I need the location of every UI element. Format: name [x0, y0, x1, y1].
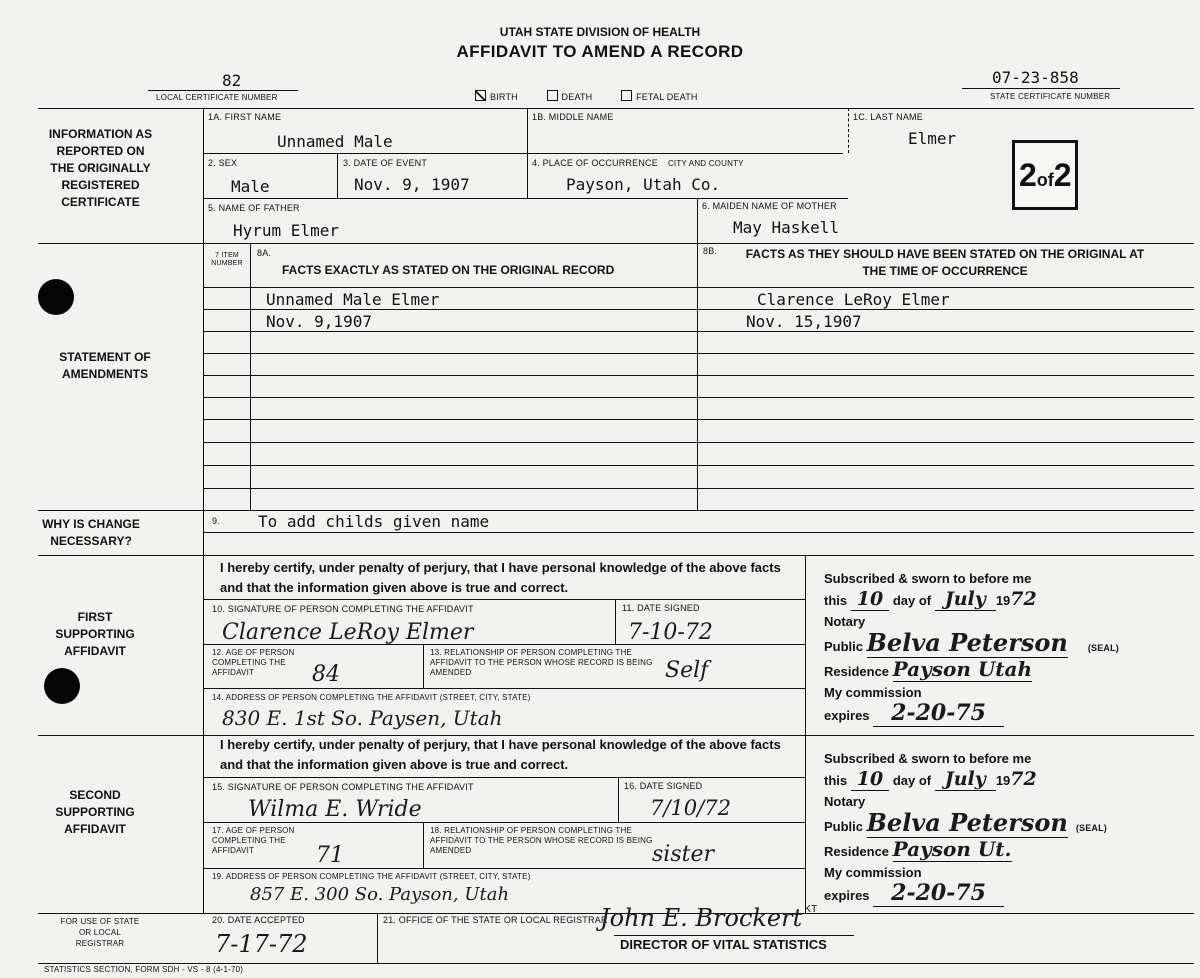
empty-checkbox-icon [621, 90, 632, 101]
amendment-rule-line [203, 397, 1194, 398]
registrar-office-label: 21. OFFICE OF THE STATE OR LOCAL REGISTRAR [383, 915, 608, 925]
page-badge-total: 2 [1053, 157, 1072, 193]
second-notary-subscribed: Subscribed & sworn to before me [824, 751, 1032, 766]
first-signature: Clarence LeRoy Elmer [222, 620, 474, 645]
first-name-value: Unnamed Male [277, 132, 393, 151]
second-date-signed-label: 16. DATE SIGNED [624, 781, 703, 791]
registrar-signature-line [600, 904, 817, 932]
amendment-rule-line [203, 419, 1194, 420]
first-age: 84 [312, 662, 340, 687]
first-age-label: 12. AGE OF PERSON COMPLETING THE AFFIDAVIT [212, 648, 295, 677]
registrar-section-label: FOR USE OF STATE OR LOCAL REGISTRAR [60, 917, 140, 948]
state-certificate-label: STATE CERTIFICATE NUMBER [990, 92, 1111, 101]
item-number-label: 7 ITEM NUMBER [211, 252, 243, 267]
first-certify-text: I hereby certify, under penalty of perjury, that I have personal knowledge of the above facts and that the information given above is true and correct. [220, 560, 781, 595]
local-certificate-label: LOCAL CERTIFICATE NUMBER [156, 93, 278, 102]
second-notary-date-line: this 10 day of July 1972 [824, 768, 1037, 790]
local-certificate-number: 82 [222, 71, 242, 90]
col-8b-title: FACTS AS THEY SHOULD HAVE BEEN STATED ON THE ORIGINAL AT THE TIME OF OCCURRENCE [745, 247, 1145, 278]
second-notary-residence-line: Residence Payson Ut. [824, 837, 1012, 861]
first-notary-commission: My commission [824, 685, 922, 700]
checked-checkbox-icon [475, 90, 486, 101]
punch-hole-top [38, 279, 74, 315]
amendments-section-label: STATEMENT OF AMENDMENTS [59, 350, 151, 381]
second-certify-text: I hereby certify, under penalty of perjury, that I have personal knowledge of the above facts and that the information given above is true and correct. [220, 737, 781, 772]
last-name-label: 1C. LAST NAME [853, 112, 923, 122]
second-signature-label: 15. SIGNATURE OF PERSON COMPLETING THE AFFIDAVIT [212, 782, 474, 792]
second-address: 857 E. 300 So. Payson, Utah [250, 884, 510, 905]
second-notary-expires-line: expires 2-20-75 [824, 883, 1107, 906]
second-notary-label: Notary [824, 794, 866, 809]
col-8a-title: FACTS EXACTLY AS STATED ON THE ORIGINAL RECORD [282, 263, 615, 277]
agency-name: UTAH STATE DIVISION OF HEALTH [499, 25, 701, 39]
father-label: 5. NAME OF FATHER [208, 203, 300, 213]
registrar-signature-suffix: KT [804, 904, 818, 915]
amend-row-1-corrected: Clarence LeRoy Elmer [757, 290, 950, 309]
first-relationship: Self [665, 658, 709, 683]
amendment-rule-line [203, 375, 1194, 376]
amendment-rule-line [203, 442, 1194, 443]
second-notary-commission: My commission [824, 865, 922, 880]
second-age-label: 17. AGE OF PERSON COMPLETING THE AFFIDAVIT [212, 826, 295, 855]
punch-hole-bottom [44, 668, 80, 704]
sex-value: Male [231, 177, 270, 196]
form-title: AFFIDAVIT TO AMEND A RECORD [456, 42, 744, 61]
last-name-value: Elmer [908, 129, 957, 148]
date-accepted: 7-17-72 [215, 930, 308, 958]
col-8b-number: 8B. [703, 246, 718, 256]
original-info-section-label: INFORMATION AS REPORTED ON THE ORIGINALLY REGISTERED CERTIFICATE [48, 127, 153, 209]
date-accepted-label: 20. DATE ACCEPTED [212, 915, 305, 925]
place-label: 4. PLACE OF OCCURRENCE CITY AND COUNTY [532, 158, 744, 168]
amendment-rule-line [203, 309, 1194, 310]
reason-section-label: WHY IS CHANGE NECESSARY? [42, 517, 140, 548]
death-checkbox[interactable]: DEATH [547, 92, 593, 102]
page-badge-number: 2 [1019, 157, 1037, 193]
birth-checkbox[interactable]: BIRTH [475, 92, 518, 102]
first-notary-expires-line: expires 2-20-75 [824, 703, 1119, 726]
amendment-rule-line [203, 287, 1194, 288]
second-relationship: sister [652, 842, 714, 867]
registrar-title: DIRECTOR OF VITAL STATISTICS [620, 937, 827, 952]
mother-label: 6. MAIDEN NAME OF MOTHER [702, 201, 837, 211]
amendment-rule-line [203, 465, 1194, 466]
second-affidavit-section-label: SECOND SUPPORTING AFFIDAVIT [55, 788, 135, 836]
amendment-rule-line [203, 488, 1194, 489]
sex-label: 2. SEX [208, 158, 238, 168]
amend-row-2-original: Nov. 9,1907 [266, 312, 372, 331]
form-id: STATISTICS SECTION, FORM SDH - VS - 8 (4-1-70) [44, 965, 244, 974]
date-of-event-label: 3. DATE OF EVENT [343, 158, 428, 168]
amendment-rule-line [203, 353, 1194, 354]
first-notary-date-line: this 10 day of July 1972 [824, 588, 1037, 610]
first-notary-name-line: Public Belva Peterson (SEAL) [824, 628, 1120, 657]
father-value: Hyrum Elmer [233, 221, 339, 240]
second-age: 71 [316, 843, 344, 868]
fetal-death-checkbox[interactable]: FETAL DEATH [621, 92, 698, 102]
first-name-label: 1A. FIRST NAME [208, 112, 282, 122]
first-date-signed-label: 11. DATE SIGNED [622, 603, 700, 613]
reason-item-number: 9. [212, 516, 220, 526]
mother-value: May Haskell [733, 218, 839, 237]
first-address: 830 E. 1st So. Paysen, Utah [222, 706, 503, 730]
second-relationship-label: 18. RELATIONSHIP OF PERSON COMPLETING THE AFFIDAVIT TO THE PERSON WHOSE RECORD IS BEING AMENDED [430, 826, 653, 855]
first-notary-subscribed: Subscribed & sworn to before me [824, 571, 1032, 586]
second-notary-block [824, 748, 1107, 906]
amend-row-1-original: Unnamed Male Elmer [266, 290, 440, 309]
page-badge-of: of [1036, 170, 1054, 190]
middle-name-label: 1B. MIDDLE NAME [532, 112, 614, 122]
first-date-signed: 7-10-72 [628, 620, 713, 645]
second-notary-name-line: Public Belva Peterson (SEAL) [824, 808, 1108, 837]
col-8a-number: 8A. [257, 248, 272, 258]
first-affidavit-section-label: FIRST SUPPORTING AFFIDAVIT [55, 610, 135, 658]
reason-text: To add childs given name [258, 512, 490, 531]
event-type-checkboxes [475, 90, 698, 102]
first-notary-label: Notary [824, 614, 866, 629]
state-certificate-number: 07-23-858 [992, 68, 1079, 87]
first-address-label: 14. ADDRESS OF PERSON COMPLETING THE AFFIDAVIT (STREET, CITY, STATE) [212, 693, 531, 702]
amend-row-2-corrected: Nov. 15,1907 [746, 312, 862, 331]
first-notary-block [824, 568, 1119, 726]
first-notary-residence-line: Residence Payson Utah [824, 657, 1033, 681]
first-relationship-label: 13. RELATIONSHIP OF PERSON COMPLETING THE AFFIDAVIT TO THE PERSON WHOSE RECORD IS BEING AMENDED [430, 648, 653, 677]
place-value: Payson, Utah Co. [566, 175, 721, 194]
registrar-signature: John E. Brockert [600, 904, 803, 932]
first-signature-label: 10. SIGNATURE OF PERSON COMPLETING THE AFFIDAVIT [212, 604, 474, 614]
page-badge [1012, 140, 1078, 210]
date-of-event-value: Nov. 9, 1907 [354, 175, 470, 194]
second-date-signed: 7/10/72 [650, 796, 731, 820]
amendment-rule-line [203, 331, 1194, 332]
second-signature: Wilma E. Wride [248, 797, 422, 822]
second-address-label: 19. ADDRESS OF PERSON COMPLETING THE AFFIDAVIT (STREET, CITY, STATE) [212, 872, 531, 881]
empty-checkbox-icon [547, 90, 558, 101]
